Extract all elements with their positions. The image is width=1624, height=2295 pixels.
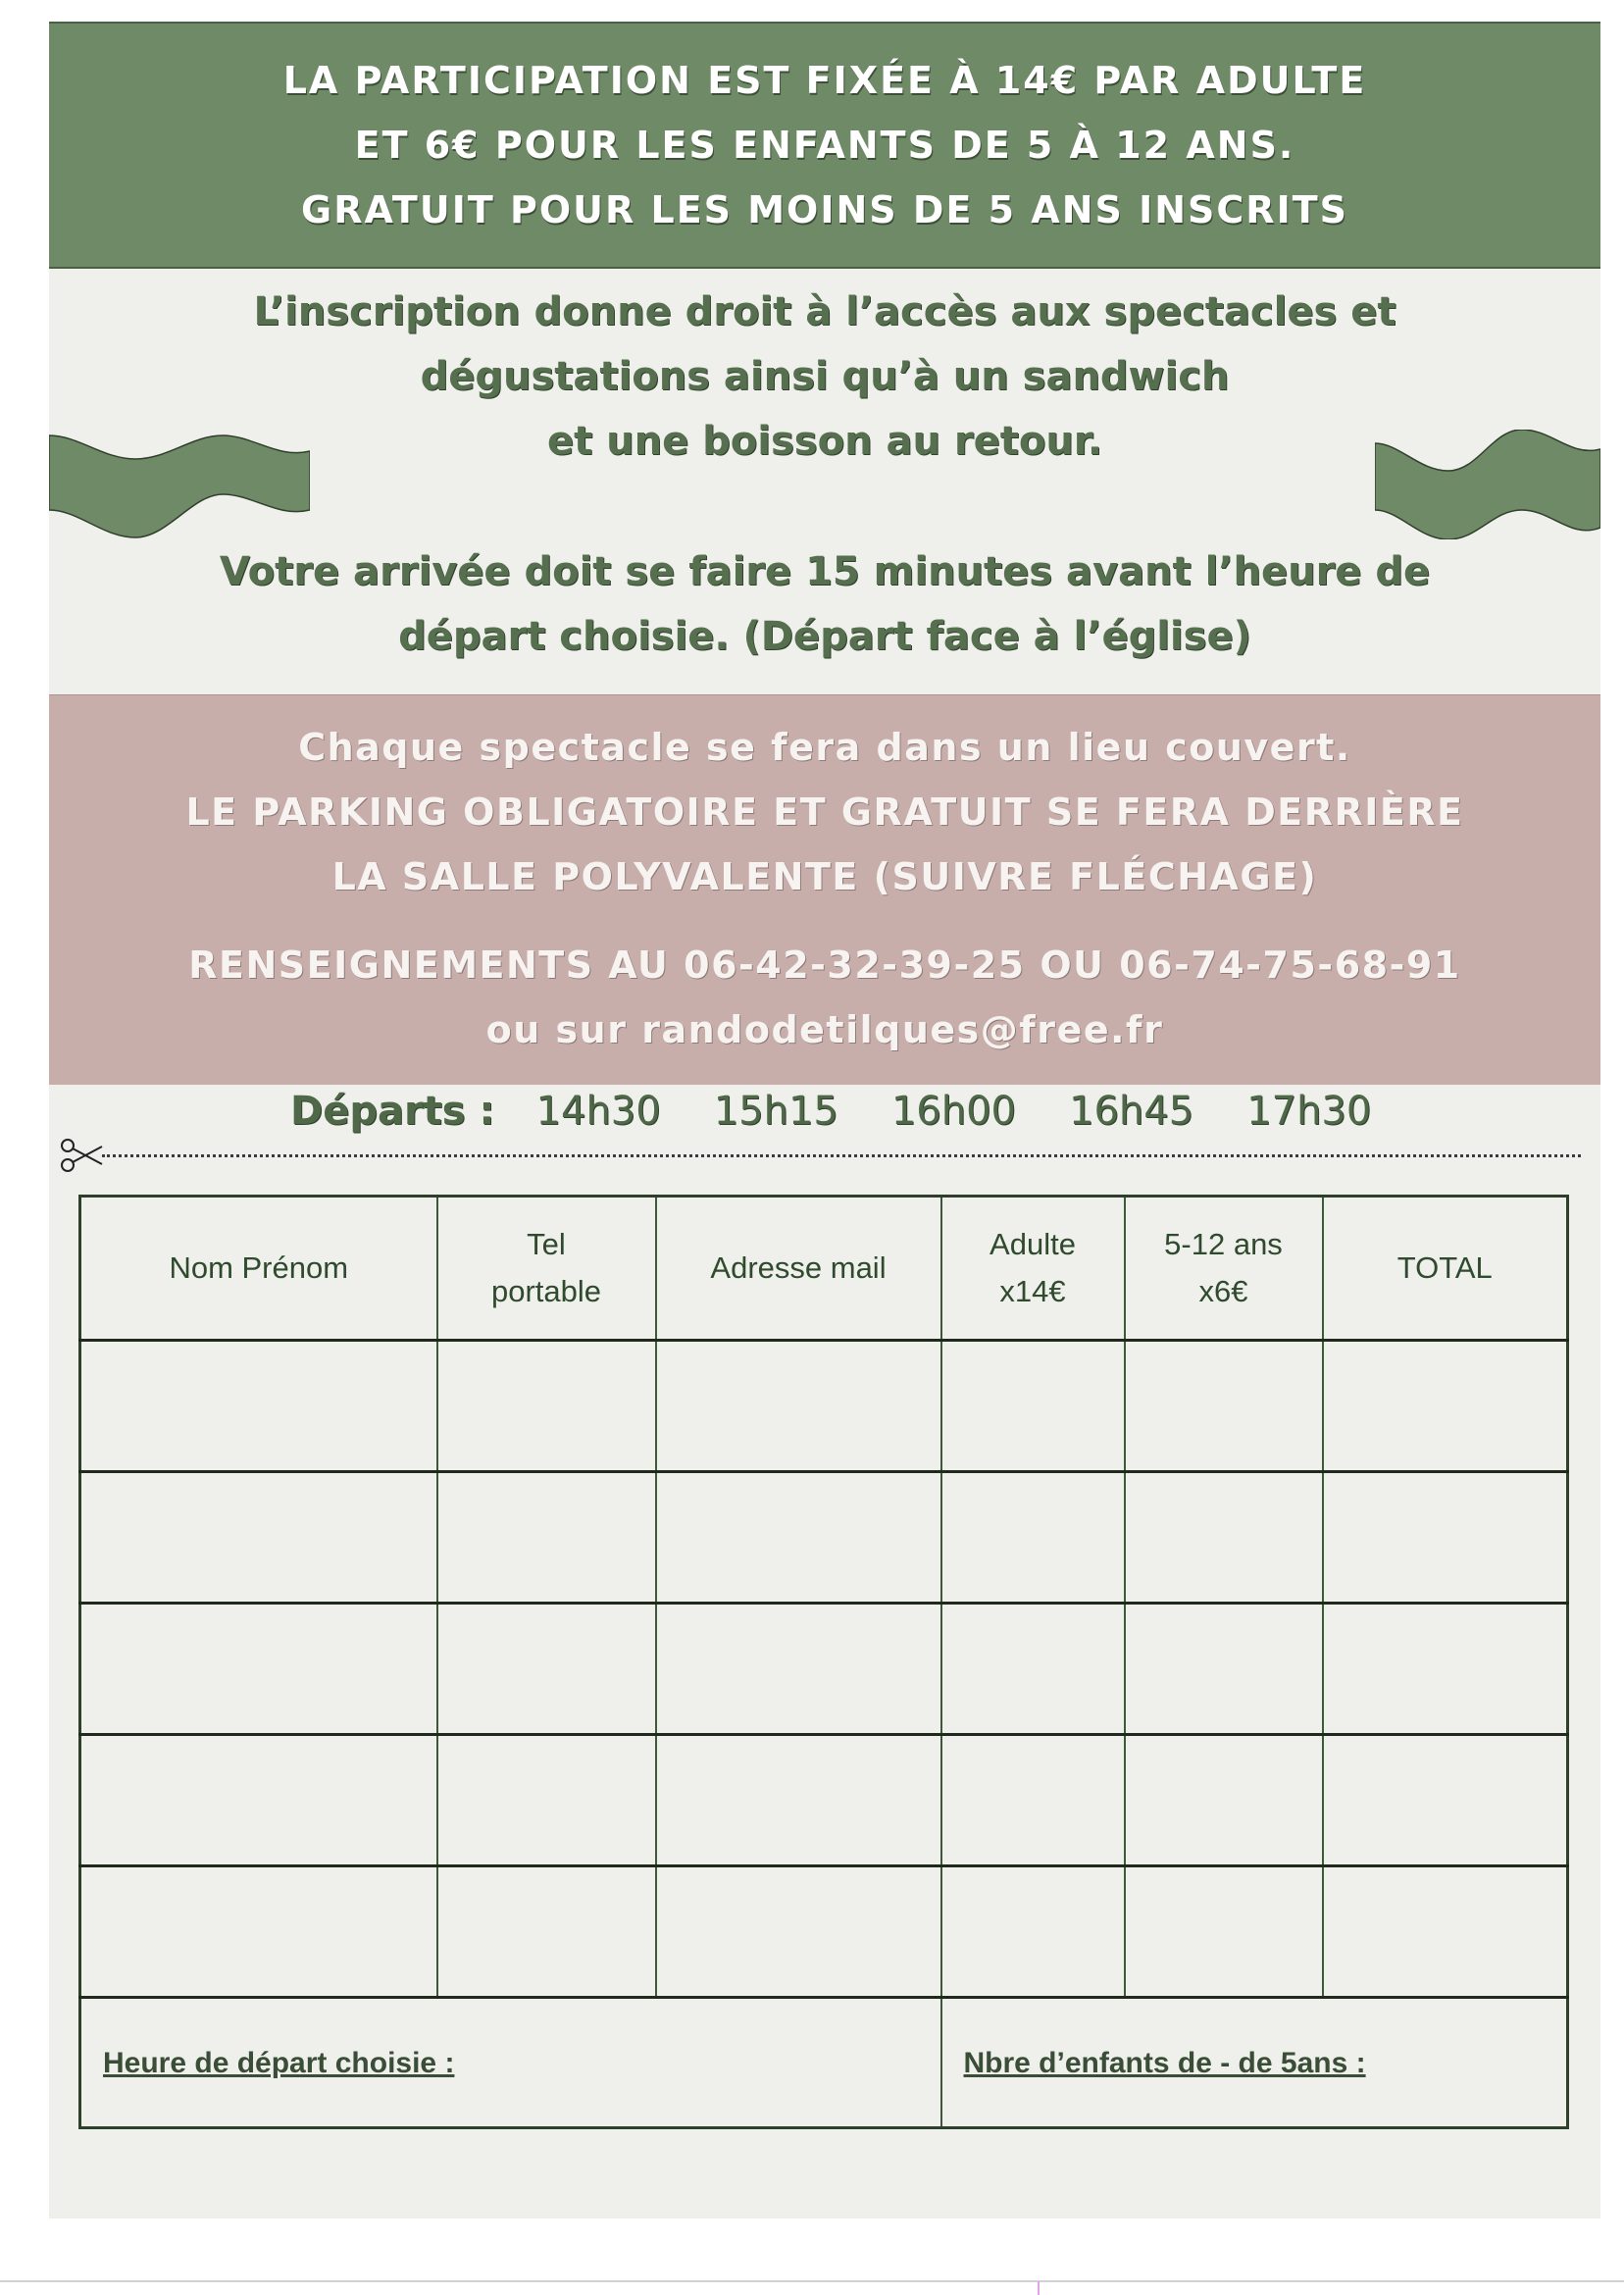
cell-email[interactable] [656, 1735, 941, 1866]
cell-name[interactable] [80, 1604, 437, 1735]
arrival-info [49, 539, 1600, 669]
table-row [80, 1341, 1568, 1472]
cell-adult[interactable] [941, 1866, 1125, 1998]
cell-phone[interactable] [437, 1472, 656, 1604]
arrival-line: Votre arrivée doit se faire 15 minutes avant l’heure de [219, 549, 1431, 594]
scan-edge-mark [1038, 2281, 1040, 2295]
info-line-covered: Chaque spectacle se fera dans un lieu couvert. [298, 726, 1351, 769]
column-header-adult: Adulte x14€ [941, 1197, 1125, 1341]
table-header-row [80, 1197, 1568, 1341]
price-line-free: GRATUIT POUR LES MOINS DE 5 ANS INSCRITS [301, 188, 1348, 231]
cell-adult[interactable] [941, 1472, 1125, 1604]
contact-phones: RENSEIGNEMENTS AU 06-42-32-39-25 OU 06-74-75-68-91 [188, 944, 1461, 987]
under5-count-field[interactable] [941, 1998, 1568, 2128]
cell-name[interactable] [80, 1735, 437, 1866]
wave-decoration-left-icon [49, 432, 310, 541]
column-header-email: Adresse mail [656, 1197, 941, 1341]
price-line-child: ET 6€ POUR LES ENFANTS DE 5 À 12 ANS. [354, 124, 1295, 167]
departure-time: 16h45 [1069, 1089, 1194, 1134]
info-line-parking: LE PARKING OBLIGATOIRE ET GRATUIT SE FERA DERRIÈRE [185, 790, 1464, 834]
departure-time: 16h00 [890, 1089, 1017, 1134]
cell-email[interactable] [656, 1604, 941, 1735]
departure-time-field[interactable] [80, 1998, 941, 2128]
departures-label: Départs : [290, 1089, 495, 1134]
cell-child[interactable] [1125, 1735, 1323, 1866]
under5-count-label: Nbre d’enfants de - de 5ans : [963, 2046, 1366, 2079]
arrival-line: départ choisie. (Départ face à l’église) [398, 614, 1251, 659]
table-row [80, 1866, 1568, 1998]
info-line-salle: LA SALLE POLYVALENTE (SUIVRE FLÉCHAGE) [331, 855, 1318, 898]
price-banner [49, 22, 1600, 269]
column-header-total: TOTAL [1323, 1197, 1568, 1341]
table-row [80, 1735, 1568, 1866]
departure-time: 14h30 [535, 1089, 661, 1134]
wave-decoration-right-icon [1375, 430, 1600, 539]
cut-line [102, 1154, 1581, 1157]
table-footer-row [80, 1998, 1568, 2128]
cell-phone[interactable] [437, 1604, 656, 1735]
cell-total[interactable] [1323, 1472, 1568, 1604]
departure-time: 15h15 [713, 1089, 838, 1134]
cell-total[interactable] [1323, 1604, 1568, 1735]
cell-phone[interactable] [437, 1341, 656, 1472]
cell-name[interactable] [80, 1866, 437, 1998]
table-row [80, 1604, 1568, 1735]
inscription-line: dégustations ainsi qu’à un sandwich [420, 354, 1230, 399]
departure-time-label: Heure de départ choisie : [103, 2046, 455, 2079]
cell-child[interactable] [1125, 1472, 1323, 1604]
cell-email[interactable] [656, 1472, 941, 1604]
scan-edge-line [0, 2280, 1624, 2282]
column-header-child: 5-12 ans x6€ [1125, 1197, 1323, 1341]
cell-adult[interactable] [941, 1341, 1125, 1472]
cell-email[interactable] [656, 1341, 941, 1472]
table-row [80, 1472, 1568, 1604]
scissors-icon [59, 1138, 104, 1173]
cell-email[interactable] [656, 1866, 941, 1998]
departures-row [290, 1087, 1371, 1136]
cell-total[interactable] [1323, 1735, 1568, 1866]
cell-name[interactable] [80, 1341, 437, 1472]
inscription-line: et une boisson au retour. [546, 419, 1103, 464]
info-banner [49, 694, 1600, 1085]
departure-time: 17h30 [1246, 1089, 1372, 1134]
cell-adult[interactable] [941, 1735, 1125, 1866]
registration-table [78, 1195, 1569, 2129]
cell-name[interactable] [80, 1472, 437, 1604]
inscription-line: L’inscription donne droit à l’accès aux spectacles et [253, 289, 1396, 334]
cell-total[interactable] [1323, 1341, 1568, 1472]
cell-child[interactable] [1125, 1341, 1323, 1472]
column-header-phone: Tel portable [437, 1197, 656, 1341]
cell-child[interactable] [1125, 1604, 1323, 1735]
contact-email: ou sur randodetilques@free.fr [485, 1008, 1164, 1051]
column-header-name: Nom Prénom [80, 1197, 437, 1341]
cell-phone[interactable] [437, 1735, 656, 1866]
cell-adult[interactable] [941, 1604, 1125, 1735]
cell-total[interactable] [1323, 1866, 1568, 1998]
price-line-adult: LA PARTICIPATION EST FIXÉE À 14€ PAR ADULTE [282, 59, 1367, 102]
cell-phone[interactable] [437, 1866, 656, 1998]
cell-child[interactable] [1125, 1866, 1323, 1998]
